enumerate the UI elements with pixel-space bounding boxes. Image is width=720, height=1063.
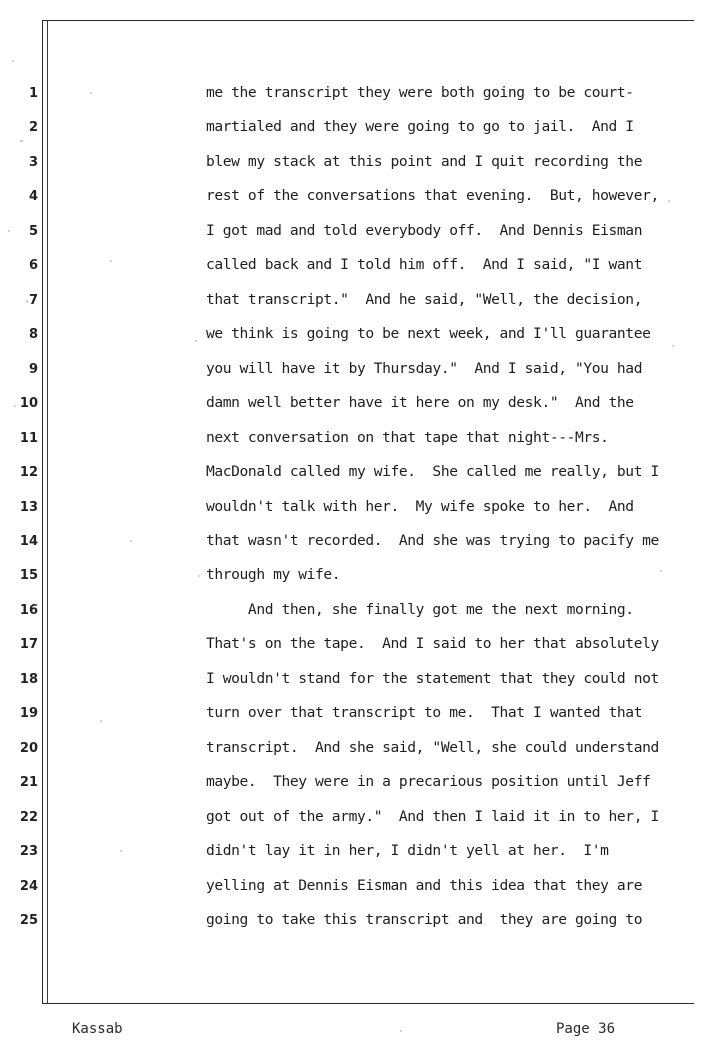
scan-speckle xyxy=(100,720,102,722)
page-number: Page 36 xyxy=(556,1021,616,1037)
scan-speckle xyxy=(195,340,197,342)
line-number: 23 xyxy=(19,844,38,859)
scan-speckle xyxy=(26,300,28,303)
line-number: 1 xyxy=(28,86,38,101)
line-number: 13 xyxy=(19,500,38,515)
transcript-line: transcript. And she said, "Well, she could understand xyxy=(206,739,659,756)
transcript-line: martialed and they were going to go to jail. And I xyxy=(206,118,634,135)
scan-speckle xyxy=(668,200,670,202)
transcript-line: we think is going to be next week, and I'll guarantee xyxy=(206,325,651,342)
line-number: 17 xyxy=(19,637,38,652)
scan-speckle xyxy=(14,405,16,407)
line-number: 12 xyxy=(19,465,38,480)
transcript-line: wouldn't talk with her. My wife spoke to her. And xyxy=(206,498,634,515)
transcript-line: turn over that transcript to me. That I wanted that xyxy=(206,704,643,721)
line-number: 9 xyxy=(28,362,38,377)
transcript-line: That's on the tape. And I said to her that absolutely xyxy=(206,635,659,652)
transcript-line: maybe. They were in a precarious position until Jeff xyxy=(206,773,651,790)
bottom-rule xyxy=(42,1003,694,1004)
scan-speckle xyxy=(198,575,200,577)
scan-speckle xyxy=(120,850,122,852)
line-number: 11 xyxy=(19,431,38,446)
scan-speckle xyxy=(8,230,10,232)
witness-name: Kassab xyxy=(72,1021,123,1037)
transcript-line: going to take this transcript and they are going to xyxy=(206,911,643,928)
transcript-line: And then, she finally got me the next morning. xyxy=(206,601,634,618)
line-number: 4 xyxy=(28,189,38,204)
line-number: 6 xyxy=(28,258,38,273)
line-number: 19 xyxy=(19,706,38,721)
left-margin-inner-rule xyxy=(47,20,48,1004)
transcript-line: you will have it by Thursday." And I said, "You had xyxy=(206,360,643,377)
line-number: 7 xyxy=(28,293,38,308)
line-number: 21 xyxy=(19,775,38,790)
transcript-line: didn't lay it in her, I didn't yell at her. I'm xyxy=(206,842,609,859)
transcript-line: yelling at Dennis Eisman and this idea that they are xyxy=(206,877,643,894)
scan-speckle xyxy=(672,345,674,347)
transcript-line: next conversation on that tape that night---Mrs. xyxy=(206,429,609,446)
scan-speckle xyxy=(20,140,23,142)
line-number: 3 xyxy=(28,155,38,170)
scan-speckle xyxy=(400,1030,402,1032)
transcript-line: that wasn't recorded. And she was trying to pacify me xyxy=(206,532,659,549)
transcript-line: called back and I told him off. And I said, "I want xyxy=(206,256,643,273)
transcript-line: I got mad and told everybody off. And Dennis Eisman xyxy=(206,222,643,239)
line-number: 25 xyxy=(19,913,38,928)
scan-speckle xyxy=(12,60,14,62)
line-number-column xyxy=(0,0,40,1000)
scan-speckle xyxy=(660,570,662,572)
transcript-line: damn well better have it here on my desk." And the xyxy=(206,394,634,411)
transcript-line: me the transcript they were both going to be court- xyxy=(206,84,634,101)
transcript-line: blew my stack at this point and I quit recording the xyxy=(206,153,643,170)
line-number: 22 xyxy=(19,810,38,825)
transcript-line: through my wife. xyxy=(206,566,341,583)
line-number: 2 xyxy=(28,120,38,135)
line-number: 10 xyxy=(19,396,38,411)
transcript-body xyxy=(206,0,696,1000)
line-number: 16 xyxy=(19,603,38,618)
transcript-line: got out of the army." And then I laid it in to her, I xyxy=(206,808,659,825)
scan-speckle xyxy=(110,260,112,262)
line-number: 14 xyxy=(19,534,38,549)
line-number: 20 xyxy=(19,741,38,756)
scan-speckle xyxy=(130,540,132,542)
line-number: 15 xyxy=(19,568,38,583)
line-number: 8 xyxy=(28,327,38,342)
transcript-line: rest of the conversations that evening. But, however, xyxy=(206,187,659,204)
transcript-line: MacDonald called my wife. She called me really, but I xyxy=(206,463,659,480)
line-number: 24 xyxy=(19,879,38,894)
transcript-line: I wouldn't stand for the statement that they could not xyxy=(206,670,659,687)
line-number: 18 xyxy=(19,672,38,687)
left-margin-rule xyxy=(42,20,43,1004)
line-number: 5 xyxy=(28,224,38,239)
transcript-line: that transcript." And he said, "Well, the decision, xyxy=(206,291,643,308)
scan-speckle xyxy=(90,92,92,94)
